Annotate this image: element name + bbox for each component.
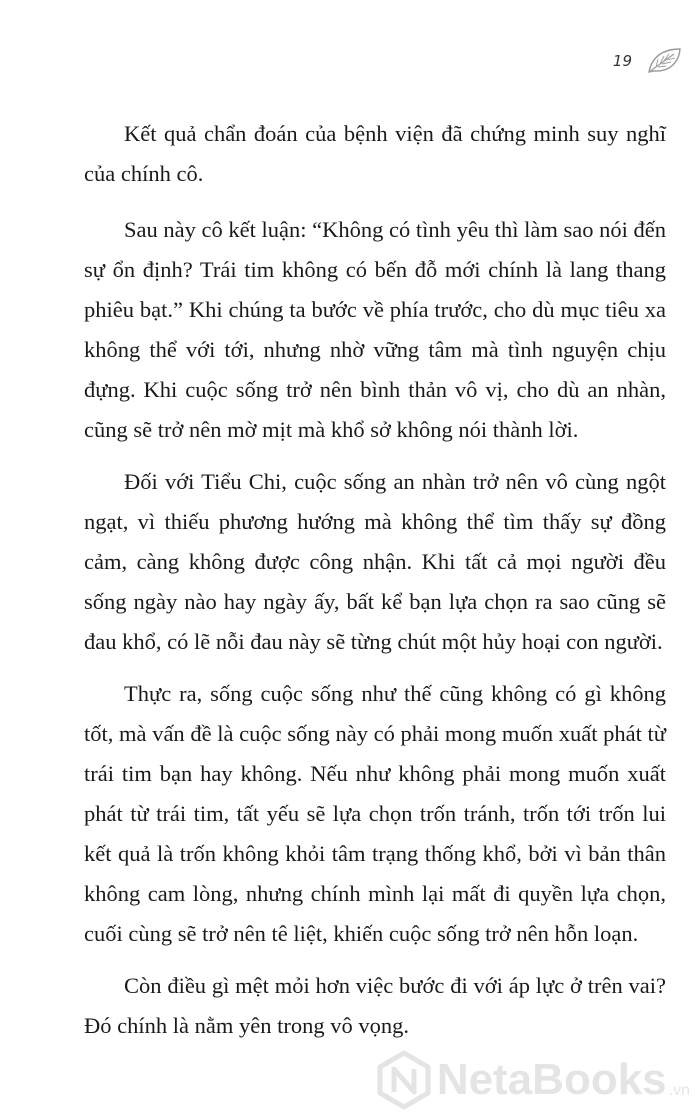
paragraph: Thực ra, sống cuộc sống như thế cũng không có gì không tốt, mà vấn đề là cuộc sống này có phải mong muốn xuất phát từ trái tim bạn hay không. Nếu như không phải mong muốn xuất phát từ trái tim, tất yếu sẽ lựa chọn trốn tránh, trốn tới trốn lui kết quả là trốn không khỏi tâm trạng thống khổ, bởi vì bản thân không cam lòng, nhưng chính mình lại mất đi quyền lựa chọn, cuối cùng sẽ trở nên tê liệt, khiến cuộc sống trở nên hỗn loạn. xyxy=(84,681,666,946)
leaf-icon xyxy=(646,46,682,76)
page-body xyxy=(84,114,666,1058)
watermark xyxy=(375,1050,690,1110)
watermark-suffix: .vn xyxy=(668,1082,690,1099)
page-number: 19 xyxy=(612,52,632,70)
paragraph: Đối với Tiểu Chi, cuộc sống an nhàn trở nên vô cùng ngột ngạt, vì thiếu phương hướng mà không thể tìm thấy sự đồng cảm, càng không được công nhận. Khi tất cả mọi người đều sống ngày nào hay ngày ấy, bất kể bạn lựa chọn ra sao cũng sẽ đau khổ, có lẽ nỗi đau này sẽ từng chút một hủy hoại con người. xyxy=(84,469,666,654)
paragraph: Kết quả chẩn đoán của bệnh viện đã chứng minh suy nghĩ của chính cô. xyxy=(84,121,666,186)
watermark-text: NetaBooks xyxy=(436,1055,667,1104)
paragraph: Sau này cô kết luận: “Không có tình yêu thì làm sao nói đến sự ổn định? Trái tim không có bến đỗ mới chính là lang thang phiêu bạt.” Khi chúng ta bước về phía trước, cho dù mục tiêu xa không thể với tới, nhưng nhờ vững tâm mà tình nguyện chịu đựng. Khi cuộc sống trở nên bình thản vô vị, cho dù an nhàn, cũng sẽ trở nên mờ mịt mà khổ sở không nói thành lời. xyxy=(84,217,666,442)
page-header xyxy=(613,44,682,78)
netabooks-logo-icon xyxy=(375,1050,433,1110)
paragraph: Còn điều gì mệt mỏi hơn việc bước đi với áp lực ở trên vai? Đó chính là nằm yên trong vô vọng. xyxy=(84,973,666,1038)
